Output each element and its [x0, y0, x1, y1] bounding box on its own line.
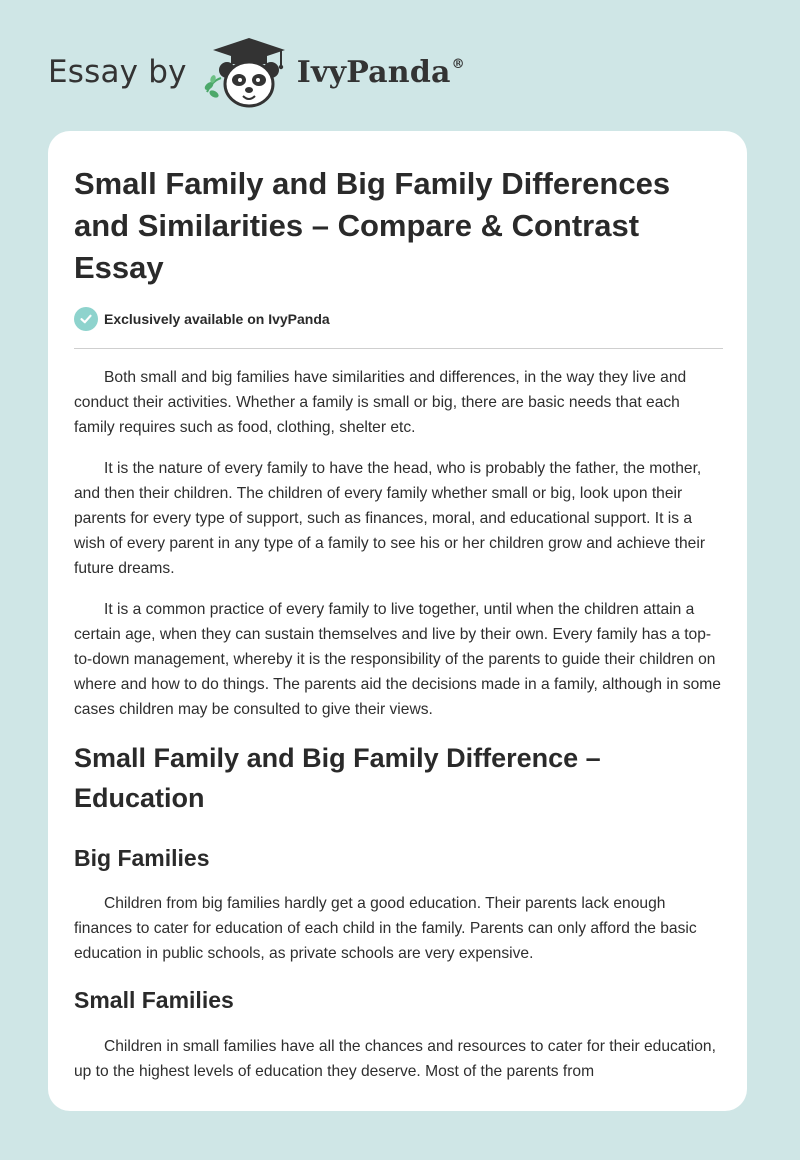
subheading-small-families: Small Families	[74, 987, 234, 1013]
subheading-big-families: Big Families	[74, 845, 210, 871]
essay-paragraph: Children from big families hardly get a good education. Their parents lack enough finances to cater for education of each child in the family. Parents can only afford the basic education in public schools, as private schools are very expensive.	[74, 895, 697, 962]
brand-prefix: Essay by	[48, 54, 187, 90]
panda-graduate-logo-icon[interactable]	[201, 32, 297, 112]
brand-name-text: IvyPanda	[296, 54, 451, 90]
essay-card	[48, 131, 747, 1111]
essay-paragraph: It is the nature of every family to have the head, who is probably the father, the mother, and then their children. The children of every family whether small or big, look upon their parents for every type of support, such as finances, moral, and educational support. It is a wish of every parent in any type of a family to see his or her children grow and achieve their future dreams.	[74, 460, 706, 577]
essay-paragraph: Both small and big families have similarities and differences, in the way they live and conduct their activities. Whether a family is small or big, there are basic needs that each family requires such as food, clothing, shelter etc.	[74, 369, 687, 436]
essay-title: Small Family and Big Family Differences and Similarities – Compare & Contrast Essay	[74, 166, 671, 285]
exclusive-text: Exclusively available on IvyPanda	[104, 311, 330, 327]
exclusive-badge	[74, 306, 721, 332]
brand-name[interactable]	[297, 55, 465, 90]
site-header	[48, 32, 465, 112]
registered-mark: ®	[451, 56, 465, 72]
essay-paragraph: It is a common practice of every family to live together, until when the children attain a certain age, when they can sustain themselves and live by their own. Every family has a top-to-down management, whereby it is the responsibility of the parents to guide their children on where and how to do things. The parents aid the decisions made in a family, although in some cases children may be consulted to give their views.	[74, 601, 721, 718]
check-circle-icon	[74, 307, 98, 331]
essay-paragraph: Children in small families have all the chances and resources to cater for their education, up to the highest levels of education they deserve. Most of the parents from	[74, 1038, 716, 1080]
section-heading: Small Family and Big Family Difference – Education	[74, 743, 601, 813]
divider	[74, 348, 723, 349]
